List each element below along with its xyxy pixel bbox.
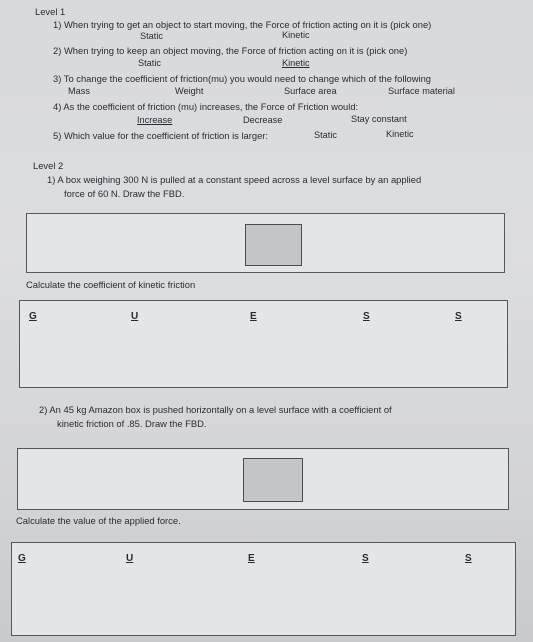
question-1: 1) When trying to get an object to start moving, the Force of friction acting on it is (pick one) [53, 19, 432, 30]
guess-box-1[interactable] [19, 300, 508, 388]
problem-1-line-2: force of 60 N. Draw the FBD. [64, 188, 185, 199]
q3-option-mass[interactable]: Mass [68, 86, 90, 96]
question-3: 3) To change the coefficient of friction(mu) you would need to change which of the following [53, 73, 432, 84]
problem-2-calc-prompt: Calculate the value of the applied force. [16, 515, 181, 526]
problem-1-calc-prompt: Calculate the coefficient of kinetic friction [26, 279, 196, 290]
q4-option-increase[interactable]: Increase [137, 115, 173, 125]
q5-option-kinetic[interactable]: Kinetic [386, 129, 414, 139]
problem-1-line-1: 1) A box weighing 300 N is pulled at a constant speed across a level surface by an applied [47, 174, 422, 185]
q2-option-kinetic[interactable]: Kinetic [282, 58, 310, 68]
guess-1-solve-label: S [455, 311, 462, 322]
guess-1-unknown-label: U [131, 311, 139, 322]
guess-2-given-label: G [18, 553, 26, 564]
q1-option-static[interactable]: Static [140, 31, 163, 41]
q1-option-kinetic[interactable]: Kinetic [282, 30, 310, 40]
problem-2-line-1: 2) An 45 kg Amazon box is pushed horizontally on a level surface with a coefficient of [39, 404, 392, 415]
question-5: 5) Which value for the coefficient of friction is larger: [53, 130, 269, 141]
fbd-block-2 [243, 458, 303, 502]
guess-1-given-label: G [29, 311, 37, 322]
question-2: 2) When trying to keep an object moving, the Force of friction acting on it is (pick one) [53, 45, 408, 56]
q2-option-static[interactable]: Static [138, 58, 161, 68]
fbd-block-1 [245, 224, 302, 266]
level1-heading: Level 1 [35, 6, 66, 17]
q3-option-weight[interactable]: Weight [175, 86, 204, 96]
q3-option-surface-area[interactable]: Surface area [284, 86, 337, 96]
guess-1-equation-label: E [250, 311, 257, 322]
level2-heading: Level 2 [33, 160, 64, 171]
guess-2-equation-label: E [248, 553, 255, 564]
q5-option-static[interactable]: Static [314, 130, 337, 140]
q3-option-surface-material[interactable]: Surface material [388, 86, 455, 96]
guess-1-substitute-label: S [363, 311, 370, 322]
q4-option-decrease[interactable]: Decrease [243, 115, 283, 125]
guess-box-2[interactable] [11, 542, 516, 636]
q4-option-stay-constant[interactable]: Stay constant [351, 114, 407, 124]
guess-2-substitute-label: S [362, 553, 369, 564]
problem-2-line-2: kinetic friction of .85. Draw the FBD. [57, 418, 207, 429]
guess-2-unknown-label: U [126, 553, 134, 564]
question-4: 4) As the coefficient of friction (mu) increases, the Force of Friction would: [53, 101, 359, 112]
guess-2-solve-label: S [465, 553, 472, 564]
